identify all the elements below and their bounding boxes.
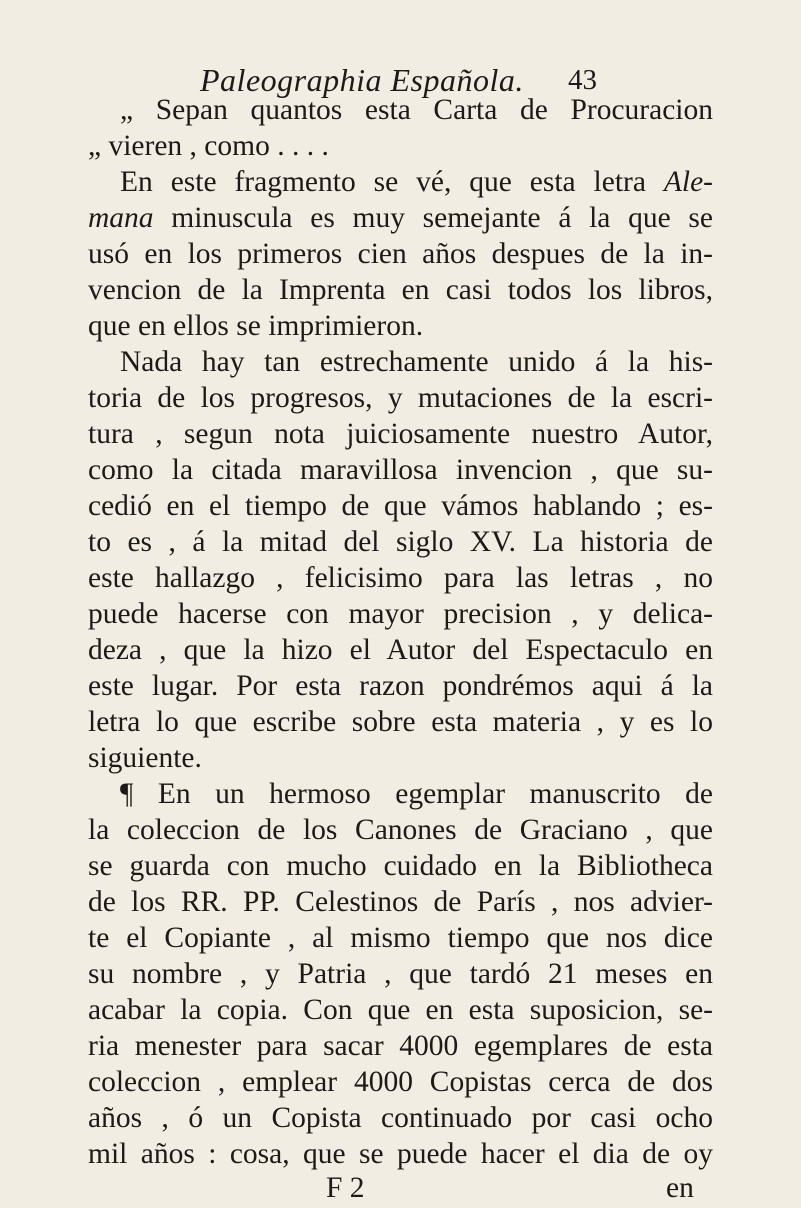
text-line: siguiente. — [88, 742, 202, 774]
catchword: en — [666, 1172, 694, 1204]
text-line: se guarda con mucho cuidado en la Bibliotheca — [88, 850, 713, 882]
text-line: este hallazgo , felicisimo para las letras , no — [88, 562, 713, 594]
text-line: Nada hay tan estrechamente unido á la his- — [120, 346, 713, 378]
text-run: En este fragmento se vé, que esta letra — [120, 166, 664, 198]
text-line: de los RR. PP. Celestinos de París , nos advier- — [88, 886, 713, 918]
text-run: minuscula es muy semejante á la que se — [153, 202, 713, 234]
text-line: años , ó un Copista continuado por casi ocho — [88, 1102, 713, 1134]
text-line: to es , á la mitad del siglo XV. La historia de — [88, 526, 713, 558]
text-line: tura , segun nota juiciosamente nuestro Autor, — [88, 418, 713, 450]
text-line: „ vieren , como . . . . — [88, 130, 329, 162]
page-number: 43 — [568, 64, 597, 96]
text-line: mil años : cosa, que se puede hacer el dia de oy — [88, 1138, 713, 1170]
text-line — [88, 164, 713, 200]
text-line: cedió en el tiempo de que vámos hablando ; es- — [88, 490, 713, 522]
text-line — [88, 200, 713, 236]
italic-word: mana — [88, 202, 154, 234]
text-line: coleccion , emplear 4000 Copistas cerca de dos — [88, 1066, 713, 1098]
text-line: ¶ En un hermoso egemplar manuscrito de — [120, 778, 713, 810]
page-footer — [88, 1172, 713, 1208]
text-line: vencion de la Imprenta en casi todos los libros, — [88, 274, 713, 306]
text-line: acabar la copia. Con que en esta suposicion, se- — [88, 994, 713, 1026]
text-line: su nombre , y Patria , que tardó 21 meses en — [88, 958, 713, 990]
running-title: Paleographia Española. — [200, 62, 524, 98]
text-line: letra lo que escribe sobre esta materia , y es lo — [88, 706, 713, 738]
text-line: „ Sepan quantos esta Carta de Procuracion — [120, 94, 713, 126]
text-line: toria de los progresos, y mutaciones de la escri- — [88, 382, 713, 414]
text-line: este lugar. Por esta razon pondrémos aqui á la — [88, 670, 713, 702]
text-line: usó en los primeros cien años despues de la in- — [88, 238, 713, 270]
text-line: deza , que la hizo el Autor del Espectaculo en — [88, 634, 713, 666]
text-line: te el Copiante , al mismo tiempo que nos dice — [88, 922, 713, 954]
text-line: como la citada maravillosa invencion , que su- — [88, 454, 713, 486]
signature-mark: F 2 — [326, 1172, 365, 1204]
italic-word: Ale- — [663, 166, 713, 198]
text-line: la coleccion de los Canones de Graciano , que — [88, 814, 713, 846]
text-line: ria menester para sacar 4000 egemplares de esta — [88, 1030, 713, 1062]
text-line: que en ellos se imprimieron. — [88, 310, 424, 342]
text-line: puede hacerse con mayor precision , y delica- — [88, 598, 713, 630]
